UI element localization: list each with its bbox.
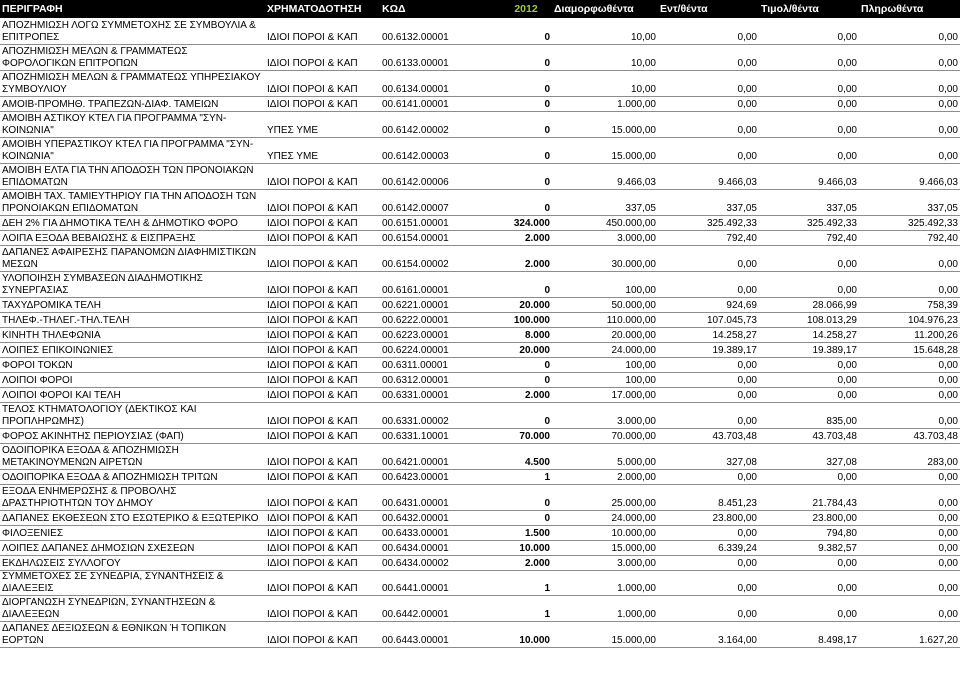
cell-adjusted: 70.000,00: [552, 428, 658, 443]
cell-adjusted: 100,00: [552, 271, 658, 297]
cell-code: 00.6441.00001: [380, 570, 500, 595]
cell-description: ΤΑΧΥΔΡΟΜΙΚΑ ΤΕΛΗ: [0, 297, 265, 312]
table-row: [0, 540, 960, 555]
cell-adjusted: 100,00: [552, 372, 658, 387]
cell-year: 20.000: [500, 297, 552, 312]
header-description: ΠΕΡΙΓΡΑΦΗ: [0, 0, 265, 18]
cell-funding: ΙΔΙΟΙ ΠΟΡΟΙ & ΚΑΠ: [265, 525, 380, 540]
cell-funding: ΙΔΙΟΙ ΠΟΡΟΙ & ΚΑΠ: [265, 44, 380, 70]
cell-year: 0: [500, 189, 552, 215]
cell-paid: 0,00: [859, 469, 960, 484]
table-row: [0, 271, 960, 297]
table-row: [0, 163, 960, 189]
cell-invoiced: 9.466,03: [759, 163, 859, 189]
cell-invoiced: 0,00: [759, 245, 859, 271]
cell-paid: 0,00: [859, 271, 960, 297]
cell-description: ΦΟΡΟΣ ΑΚΙΝΗΤΗΣ ΠΕΡΙΟΥΣΙΑΣ (ΦΑΠ): [0, 428, 265, 443]
cell-description: ΑΜΟΙΒΗ ΑΣΤΙΚΟΥ ΚΤΕΛ ΓΙΑ ΠΡΟΓΡΑΜΜΑ "ΣΥΝ-ΚΟΙΝΩΝΙΑ": [0, 111, 265, 137]
cell-funding: ΙΔΙΟΙ ΠΟΡΟΙ & ΚΑΠ: [265, 70, 380, 96]
cell-invoiced: 0,00: [759, 70, 859, 96]
cell-committed: 0,00: [658, 595, 759, 621]
cell-paid: 0,00: [859, 137, 960, 163]
table-row: [0, 357, 960, 372]
cell-code: 00.6311.00001: [380, 357, 500, 372]
cell-funding: ΙΔΙΟΙ ΠΟΡΟΙ & ΚΑΠ: [265, 428, 380, 443]
cell-invoiced: 23.800,00: [759, 510, 859, 525]
cell-paid: 0,00: [859, 357, 960, 372]
cell-paid: 15.648,28: [859, 342, 960, 357]
cell-committed: 3.164,00: [658, 621, 759, 647]
cell-year: 2.000: [500, 230, 552, 245]
cell-committed: 0,00: [658, 245, 759, 271]
table-row: [0, 570, 960, 595]
cell-committed: 0,00: [658, 555, 759, 570]
cell-code: 00.6134.00001: [380, 70, 500, 96]
cell-committed: 325.492,33: [658, 215, 759, 230]
table-row: [0, 230, 960, 245]
cell-code: 00.6142.00002: [380, 111, 500, 137]
cell-year: 10.000: [500, 540, 552, 555]
header-funding: ΧΡΗΜΑΤΟΔΟΤΗΣΗ: [265, 0, 380, 18]
header-committed: Εντ/θέντα: [658, 0, 759, 18]
cell-description: ΛΟΙΠΕΣ ΕΠΙΚΟΙΝΩΝΙΕΣ: [0, 342, 265, 357]
cell-year: 70.000: [500, 428, 552, 443]
cell-funding: ΙΔΙΟΙ ΠΟΡΟΙ & ΚΑΠ: [265, 510, 380, 525]
cell-code: 00.6442.00001: [380, 595, 500, 621]
cell-adjusted: 10,00: [552, 18, 658, 44]
cell-description: ΦΟΡΟΙ ΤΟΚΩΝ: [0, 357, 265, 372]
cell-invoiced: 0,00: [759, 271, 859, 297]
cell-paid: 0,00: [859, 540, 960, 555]
cell-year: 0: [500, 510, 552, 525]
cell-code: 00.6223.00001: [380, 327, 500, 342]
cell-description: ΛΟΙΠΟΙ ΦΟΡΟΙ: [0, 372, 265, 387]
cell-description: ΛΟΙΠΕΣ ΔΑΠΑΝΕΣ ΔΗΜΟΣΙΩΝ ΣΧΕΣΕΩΝ: [0, 540, 265, 555]
cell-adjusted: 1.000,00: [552, 595, 658, 621]
cell-code: 00.6142.00003: [380, 137, 500, 163]
cell-year: 324.000: [500, 215, 552, 230]
table-row: [0, 70, 960, 96]
cell-committed: 14.258,27: [658, 327, 759, 342]
cell-paid: 792,40: [859, 230, 960, 245]
cell-year: 1: [500, 469, 552, 484]
table-row: [0, 189, 960, 215]
table-row: [0, 484, 960, 510]
cell-funding: ΙΔΙΟΙ ΠΟΡΟΙ & ΚΑΠ: [265, 245, 380, 271]
table-header: [0, 0, 960, 18]
cell-year: 0: [500, 96, 552, 111]
cell-adjusted: 450.000,00: [552, 215, 658, 230]
cell-adjusted: 15.000,00: [552, 137, 658, 163]
cell-adjusted: 25.000,00: [552, 484, 658, 510]
table-row: [0, 18, 960, 44]
cell-invoiced: 28.066,99: [759, 297, 859, 312]
cell-invoiced: 14.258,27: [759, 327, 859, 342]
cell-year: 8.000: [500, 327, 552, 342]
cell-year: 20.000: [500, 342, 552, 357]
cell-paid: 0,00: [859, 372, 960, 387]
cell-description: ΔΑΠΑΝΕΣ ΕΚΘΕΣΕΩΝ ΣΤΟ ΕΣΩΤΕΡΙΚΟ & ΕΞΩΤΕΡΙΚΟ: [0, 510, 265, 525]
cell-code: 00.6141.00001: [380, 96, 500, 111]
table-row: [0, 297, 960, 312]
cell-invoiced: 9.382,57: [759, 540, 859, 555]
cell-invoiced: 0,00: [759, 44, 859, 70]
cell-description: ΑΠΟΖΗΜΙΩΣΗ ΜΕΛΩΝ & ΓΡΑΜΜΑΤΕΩΣ ΦΟΡΟΛΟΓΙΚΩΝ ΕΠΙΤΡΟΠΩΝ: [0, 44, 265, 70]
cell-paid: 0,00: [859, 525, 960, 540]
cell-invoiced: 0,00: [759, 555, 859, 570]
cell-description: ΥΛΟΠΟΙΗΣΗ ΣΥΜΒΑΣΕΩΝ ΔΙΑΔΗΜΟΤΙΚΗΣ ΣΥΝΕΡΓΑΣΙΑΣ: [0, 271, 265, 297]
cell-paid: 0,00: [859, 555, 960, 570]
cell-invoiced: 835,00: [759, 402, 859, 428]
cell-paid: 0,00: [859, 402, 960, 428]
cell-adjusted: 9.466,03: [552, 163, 658, 189]
cell-description: ΤΗΛΕΦ.-ΤΗΛΕΓ.-ΤΗΛ.ΤΕΛΗ: [0, 312, 265, 327]
cell-description: ΕΚΔΗΛΩΣΕΙΣ ΣΥΛΛΟΓΟΥ: [0, 555, 265, 570]
cell-description: ΟΔΟΙΠΟΡΙΚΑ ΕΞΟΔΑ & ΑΠΟΖΗΜΙΩΣΗ ΜΕΤΑΚΙΝΟΥΜΕΝΩΝ ΑΙΡΕΤΩΝ: [0, 443, 265, 469]
cell-committed: 337,05: [658, 189, 759, 215]
table-row: [0, 44, 960, 70]
cell-paid: 0,00: [859, 510, 960, 525]
cell-year: 0: [500, 111, 552, 137]
cell-adjusted: 15.000,00: [552, 111, 658, 137]
cell-committed: 6.339,24: [658, 540, 759, 555]
cell-adjusted: 10.000,00: [552, 525, 658, 540]
cell-code: 00.6221.00001: [380, 297, 500, 312]
cell-funding: ΙΔΙΟΙ ΠΟΡΟΙ & ΚΑΠ: [265, 621, 380, 647]
cell-paid: 337,05: [859, 189, 960, 215]
cell-funding: ΙΔΙΟΙ ΠΟΡΟΙ & ΚΑΠ: [265, 402, 380, 428]
cell-adjusted: 5.000,00: [552, 443, 658, 469]
cell-funding: ΙΔΙΟΙ ΠΟΡΟΙ & ΚΑΠ: [265, 96, 380, 111]
cell-adjusted: 15.000,00: [552, 540, 658, 555]
cell-committed: 0,00: [658, 570, 759, 595]
cell-paid: 0,00: [859, 18, 960, 44]
header-code: ΚΩΔ: [380, 0, 500, 18]
cell-year: 10.000: [500, 621, 552, 647]
cell-description: ΟΔΟΙΠΟΡΙΚΑ ΕΞΟΔΑ & ΑΠΟΖΗΜΙΩΣΗ ΤΡΙΤΩΝ: [0, 469, 265, 484]
cell-description: ΚΙΝΗΤΗ ΤΗΛΕΦΩΝΙΑ: [0, 327, 265, 342]
table-row: [0, 402, 960, 428]
cell-code: 00.6161.00001: [380, 271, 500, 297]
table-row: [0, 510, 960, 525]
cell-paid: 0,00: [859, 387, 960, 402]
cell-funding: ΙΔΙΟΙ ΠΟΡΟΙ & ΚΑΠ: [265, 215, 380, 230]
cell-committed: 0,00: [658, 70, 759, 96]
cell-adjusted: 15.000,00: [552, 621, 658, 647]
cell-year: 1: [500, 595, 552, 621]
cell-funding: ΙΔΙΟΙ ΠΟΡΟΙ & ΚΑΠ: [265, 372, 380, 387]
table-row: [0, 327, 960, 342]
cell-code: 00.6432.00001: [380, 510, 500, 525]
cell-code: 00.6331.10001: [380, 428, 500, 443]
cell-year: 0: [500, 70, 552, 96]
cell-adjusted: 20.000,00: [552, 327, 658, 342]
cell-description: ΑΠΟΖΗΜΙΩΣΗ ΜΕΛΩΝ & ΓΡΑΜΜΑΤΕΩΣ ΥΠΗΡΕΣΙΑΚΟΥ ΣΥΜΒΟΥΛΙΟΥ: [0, 70, 265, 96]
cell-invoiced: 0,00: [759, 137, 859, 163]
cell-code: 00.6423.00001: [380, 469, 500, 484]
cell-code: 00.6154.00001: [380, 230, 500, 245]
header-invoiced: Τιμολ/θέντα: [759, 0, 859, 18]
cell-adjusted: 1.000,00: [552, 96, 658, 111]
cell-year: 0: [500, 137, 552, 163]
cell-year: 100.000: [500, 312, 552, 327]
cell-description: ΔΑΠΑΝΕΣ ΑΦΑΙΡΕΣΗΣ ΠΑΡΑΝΟΜΩΝ ΔΙΑΦΗΜΙΣΤΙΚΩΝ ΜΕΣΩΝ: [0, 245, 265, 271]
cell-code: 00.6331.00002: [380, 402, 500, 428]
cell-committed: 0,00: [658, 111, 759, 137]
cell-paid: 283,00: [859, 443, 960, 469]
cell-year: 0: [500, 44, 552, 70]
cell-code: 00.6222.00001: [380, 312, 500, 327]
table-body: [0, 18, 960, 647]
cell-year: 0: [500, 357, 552, 372]
cell-paid: 1.627,20: [859, 621, 960, 647]
cell-code: 00.6434.00001: [380, 540, 500, 555]
cell-funding: ΙΔΙΟΙ ΠΟΡΟΙ & ΚΑΠ: [265, 271, 380, 297]
cell-code: 00.6224.00001: [380, 342, 500, 357]
cell-paid: 0,00: [859, 245, 960, 271]
cell-committed: 0,00: [658, 372, 759, 387]
cell-description: ΕΞΟΔΑ ΕΝΗΜΕΡΩΣΗΣ & ΠΡΟΒΟΛΗΣ ΔΡΑΣΤΗΡΙΟΤΗΤΩΝ ΤΟΥ ΔΗΜΟΥ: [0, 484, 265, 510]
cell-paid: 0,00: [859, 570, 960, 595]
cell-code: 00.6431.00001: [380, 484, 500, 510]
cell-adjusted: 3.000,00: [552, 402, 658, 428]
cell-committed: 924,69: [658, 297, 759, 312]
cell-description: ΔΙΟΡΓΑΝΩΣΗ ΣΥΝΕΔΡΙΩΝ, ΣΥΝΑΝΤΗΣΕΩΝ & ΔΙΑΛΕΞΕΩΝ: [0, 595, 265, 621]
cell-code: 00.6312.00001: [380, 372, 500, 387]
cell-adjusted: 30.000,00: [552, 245, 658, 271]
cell-paid: 9.466,03: [859, 163, 960, 189]
header-adjusted: Διαμορφωθέντα: [552, 0, 658, 18]
cell-invoiced: 0,00: [759, 18, 859, 44]
cell-invoiced: 327,08: [759, 443, 859, 469]
cell-year: 1.500: [500, 525, 552, 540]
cell-committed: 19.389,17: [658, 342, 759, 357]
cell-paid: 0,00: [859, 484, 960, 510]
cell-invoiced: 792,40: [759, 230, 859, 245]
cell-funding: ΥΠΕΣ ΥΜΕ: [265, 137, 380, 163]
cell-invoiced: 794,80: [759, 525, 859, 540]
cell-committed: 0,00: [658, 271, 759, 297]
cell-year: 0: [500, 484, 552, 510]
cell-invoiced: 8.498,17: [759, 621, 859, 647]
cell-year: 2.000: [500, 555, 552, 570]
table-row: [0, 342, 960, 357]
cell-adjusted: 3.000,00: [552, 230, 658, 245]
cell-paid: 0,00: [859, 44, 960, 70]
cell-funding: ΙΔΙΟΙ ΠΟΡΟΙ & ΚΑΠ: [265, 540, 380, 555]
cell-description: ΑΜΟΙΒΗ ΤΑΧ. ΤΑΜΙΕΥΤΗΡΙΟΥ ΓΙΑ ΤΗΝ ΑΠΟΔΟΣΗ ΤΩΝ ΠΡΟΝΟΙΑΚΩΝ ΕΠΙΔΟΜΑΤΩΝ: [0, 189, 265, 215]
cell-adjusted: 110.000,00: [552, 312, 658, 327]
cell-invoiced: 0,00: [759, 595, 859, 621]
cell-code: 00.6142.00006: [380, 163, 500, 189]
cell-committed: 0,00: [658, 137, 759, 163]
cell-committed: 0,00: [658, 96, 759, 111]
table-row: [0, 387, 960, 402]
cell-paid: 758,39: [859, 297, 960, 312]
table-row: [0, 555, 960, 570]
cell-description: ΤΕΛΟΣ ΚΤΗΜΑΤΟΛΟΓΙΟΥ (ΔΕΚΤΙΚΟΣ ΚΑΙ ΠΡΟΠΛΗΡΩΜΗΣ): [0, 402, 265, 428]
cell-committed: 9.466,03: [658, 163, 759, 189]
cell-funding: ΙΔΙΟΙ ΠΟΡΟΙ & ΚΑΠ: [265, 555, 380, 570]
cell-invoiced: 0,00: [759, 96, 859, 111]
cell-funding: ΙΔΙΟΙ ΠΟΡΟΙ & ΚΑΠ: [265, 357, 380, 372]
cell-paid: 325.492,33: [859, 215, 960, 230]
cell-adjusted: 24.000,00: [552, 342, 658, 357]
cell-funding: ΙΔΙΟΙ ΠΟΡΟΙ & ΚΑΠ: [265, 342, 380, 357]
cell-invoiced: 325.492,33: [759, 215, 859, 230]
cell-funding: ΙΔΙΟΙ ΠΟΡΟΙ & ΚΑΠ: [265, 484, 380, 510]
cell-adjusted: 24.000,00: [552, 510, 658, 525]
table-row: [0, 428, 960, 443]
cell-year: 1: [500, 570, 552, 595]
cell-description: ΑΠΟΖΗΜΙΩΣΗ ΛΟΓΩ ΣΥΜΜΕΤΟΧΗΣ ΣΕ ΣΥΜΒΟΥΛΙΑ & ΕΠΙΤΡΟΠΕΣ: [0, 18, 265, 44]
cell-adjusted: 17.000,00: [552, 387, 658, 402]
cell-invoiced: 0,00: [759, 387, 859, 402]
cell-invoiced: 0,00: [759, 570, 859, 595]
cell-description: ΔΑΠΑΝΕΣ ΔΕΞΙΩΣΕΩΝ & ΕΘΝΙΚΩΝ Ή ΤΟΠΙΚΩΝ ΕΟΡΤΩΝ: [0, 621, 265, 647]
cell-code: 00.6434.00002: [380, 555, 500, 570]
table-row: [0, 137, 960, 163]
cell-invoiced: 0,00: [759, 357, 859, 372]
cell-invoiced: 43.703,48: [759, 428, 859, 443]
cell-funding: ΙΔΙΟΙ ΠΟΡΟΙ & ΚΑΠ: [265, 443, 380, 469]
cell-year: 0: [500, 372, 552, 387]
cell-description: ΔΕΗ 2% ΓΙΑ ΔΗΜΟΤΙΚΑ ΤΕΛΗ & ΔΗΜΟΤΙΚΟ ΦΟΡΟ: [0, 215, 265, 230]
cell-funding: ΙΔΙΟΙ ΠΟΡΟΙ & ΚΑΠ: [265, 189, 380, 215]
cell-funding: ΙΔΙΟΙ ΠΟΡΟΙ & ΚΑΠ: [265, 595, 380, 621]
cell-adjusted: 337,05: [552, 189, 658, 215]
cell-year: 0: [500, 271, 552, 297]
cell-description: ΛΟΙΠΟΙ ΦΟΡΟΙ ΚΑΙ ΤΕΛΗ: [0, 387, 265, 402]
cell-funding: ΙΔΙΟΙ ΠΟΡΟΙ & ΚΑΠ: [265, 570, 380, 595]
cell-adjusted: 10,00: [552, 44, 658, 70]
cell-description: ΦΙΛΟΞΕΝΙΕΣ: [0, 525, 265, 540]
cell-committed: 327,08: [658, 443, 759, 469]
cell-adjusted: 100,00: [552, 357, 658, 372]
cell-funding: ΙΔΙΟΙ ΠΟΡΟΙ & ΚΑΠ: [265, 230, 380, 245]
cell-invoiced: 0,00: [759, 469, 859, 484]
cell-paid: 0,00: [859, 96, 960, 111]
cell-year: 4.500: [500, 443, 552, 469]
cell-code: 00.6433.00001: [380, 525, 500, 540]
cell-adjusted: 1.000,00: [552, 570, 658, 595]
cell-paid: 0,00: [859, 70, 960, 96]
cell-code: 00.6133.00001: [380, 44, 500, 70]
cell-description: ΑΜΟΙΒ-ΠΡΟΜΗΘ. ΤΡΑΠΕΖΩΝ-ΔΙΑΦ. ΤΑΜΕΙΩΝ: [0, 96, 265, 111]
cell-committed: 8.451,23: [658, 484, 759, 510]
table-row: [0, 372, 960, 387]
cell-funding: ΙΔΙΟΙ ΠΟΡΟΙ & ΚΑΠ: [265, 312, 380, 327]
cell-code: 00.6443.00001: [380, 621, 500, 647]
cell-funding: ΙΔΙΟΙ ΠΟΡΟΙ & ΚΑΠ: [265, 327, 380, 342]
cell-funding: ΙΔΙΟΙ ΠΟΡΟΙ & ΚΑΠ: [265, 297, 380, 312]
table-row: [0, 245, 960, 271]
cell-paid: 104.976,23: [859, 312, 960, 327]
cell-committed: 0,00: [658, 18, 759, 44]
table-row: [0, 96, 960, 111]
table-row: [0, 525, 960, 540]
cell-year: 0: [500, 163, 552, 189]
cell-description: ΣΥΜΜΕΤΟΧΕΣ ΣΕ ΣΥΝΕΔΡΙΑ, ΣΥΝΑΝΤΗΣΕΙΣ & ΔΙΑΛΕΞΕΙΣ: [0, 570, 265, 595]
table-row: [0, 443, 960, 469]
cell-description: ΛΟΙΠΑ ΕΞΟΔΑ ΒΕΒΑΙΩΣΗΣ & ΕΙΣΠΡΑΞΗΣ: [0, 230, 265, 245]
header-paid: Πληρωθέντα: [859, 0, 960, 18]
cell-invoiced: 21.784,43: [759, 484, 859, 510]
cell-code: 00.6331.00001: [380, 387, 500, 402]
cell-committed: 0,00: [658, 402, 759, 428]
cell-year: 0: [500, 18, 552, 44]
cell-committed: 792,40: [658, 230, 759, 245]
cell-funding: ΥΠΕΣ ΥΜΕ: [265, 111, 380, 137]
cell-code: 00.6154.00002: [380, 245, 500, 271]
cell-invoiced: 108.013,29: [759, 312, 859, 327]
cell-description: ΑΜΟΙΒΗ ΕΛΤΑ ΓΙΑ ΤΗΝ ΑΠΟΔΟΣΗ ΤΩΝ ΠΡΟΝΟΙΑΚΩΝ ΕΠΙΔΟΜΑΤΩΝ: [0, 163, 265, 189]
cell-adjusted: 3.000,00: [552, 555, 658, 570]
cell-paid: 43.703,48: [859, 428, 960, 443]
table-row: [0, 621, 960, 647]
cell-paid: 11.200,26: [859, 327, 960, 342]
cell-code: 00.6142.00007: [380, 189, 500, 215]
table-row: [0, 312, 960, 327]
cell-funding: ΙΔΙΟΙ ΠΟΡΟΙ & ΚΑΠ: [265, 387, 380, 402]
cell-invoiced: 0,00: [759, 111, 859, 137]
table-row: [0, 111, 960, 137]
cell-committed: 43.703,48: [658, 428, 759, 443]
header-row: [0, 0, 960, 18]
cell-year: 2.000: [500, 245, 552, 271]
cell-committed: 0,00: [658, 525, 759, 540]
cell-committed: 0,00: [658, 387, 759, 402]
cell-invoiced: 19.389,17: [759, 342, 859, 357]
cell-code: 00.6132.00001: [380, 18, 500, 44]
cell-committed: 0,00: [658, 357, 759, 372]
cell-description: ΑΜΟΙΒΗ ΥΠΕΡΑΣΤΙΚΟΥ ΚΤΕΛ ΓΙΑ ΠΡΟΓΡΑΜΜΑ "ΣΥΝ-ΚΟΙΝΩΝΙΑ": [0, 137, 265, 163]
table-row: [0, 595, 960, 621]
cell-funding: ΙΔΙΟΙ ΠΟΡΟΙ & ΚΑΠ: [265, 469, 380, 484]
table-row: [0, 215, 960, 230]
cell-funding: ΙΔΙΟΙ ΠΟΡΟΙ & ΚΑΠ: [265, 163, 380, 189]
cell-year: 0: [500, 402, 552, 428]
cell-invoiced: 0,00: [759, 372, 859, 387]
cell-funding: ΙΔΙΟΙ ΠΟΡΟΙ & ΚΑΠ: [265, 18, 380, 44]
cell-committed: 0,00: [658, 44, 759, 70]
cell-committed: 107.045,73: [658, 312, 759, 327]
cell-committed: 23.800,00: [658, 510, 759, 525]
cell-code: 00.6421.00001: [380, 443, 500, 469]
header-year: 2012: [500, 0, 552, 18]
cell-code: 00.6151.00001: [380, 215, 500, 230]
cell-committed: 0,00: [658, 469, 759, 484]
cell-adjusted: 50.000,00: [552, 297, 658, 312]
cell-paid: 0,00: [859, 111, 960, 137]
table-row: [0, 469, 960, 484]
cell-year: 2.000: [500, 387, 552, 402]
cell-invoiced: 337,05: [759, 189, 859, 215]
cell-adjusted: 10,00: [552, 70, 658, 96]
cell-adjusted: 2.000,00: [552, 469, 658, 484]
cell-paid: 0,00: [859, 595, 960, 621]
